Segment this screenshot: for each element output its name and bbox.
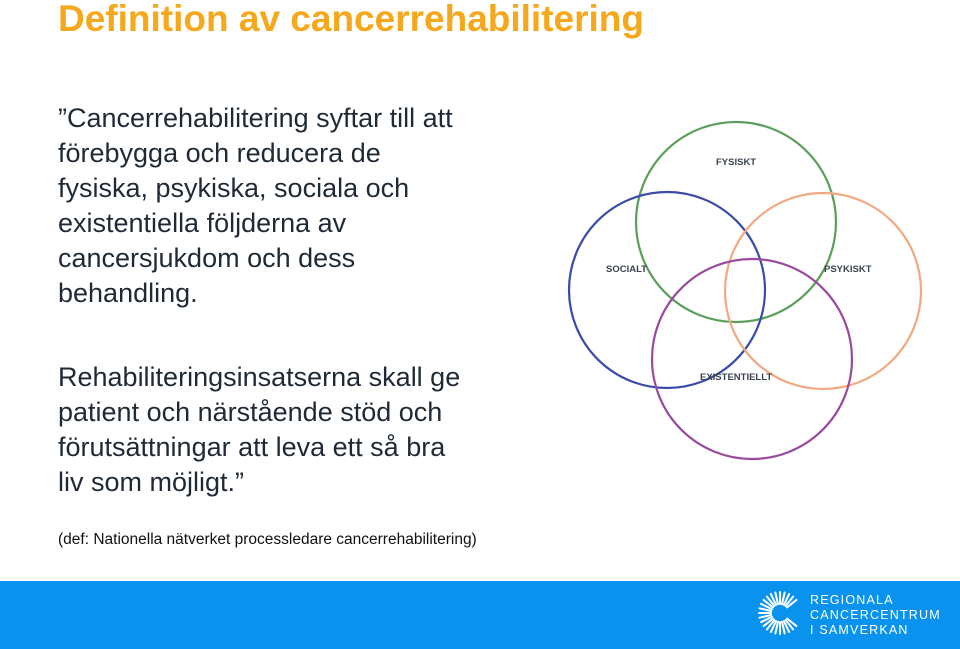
label-socialt: SOCIALT <box>606 264 647 275</box>
definition-line: förebygga och reducera de <box>58 138 381 168</box>
rehabilitation-paragraph <box>58 360 460 500</box>
definition-line: ”Cancerrehabilitering syftar till att <box>58 103 453 133</box>
rcc-logo-icon <box>756 589 804 637</box>
rehabilitation-line: förutsättningar att leva ett så bra <box>58 432 446 462</box>
definition-line: existentiella följderna av <box>58 208 347 238</box>
rehabilitation-line: liv som möjligt.” <box>58 467 245 497</box>
logo-line: REGIONALA <box>810 593 894 607</box>
definition-line: cancersjukdom och dess <box>58 243 356 273</box>
rehabilitation-line: patient och närstående stöd och <box>58 397 443 427</box>
label-fysiskt: FYSISKT <box>716 157 757 168</box>
rcc-logo-text <box>810 593 941 638</box>
rehabilitation-line: Rehabiliteringsinsatserna skall ge <box>58 362 461 392</box>
label-psykiskt: PSYKISKT <box>824 264 872 275</box>
circle-psykiskt <box>725 193 921 389</box>
citation: (def: Nationella nätverket processledare cancerrehabilitering) <box>58 531 477 548</box>
circle-fysiskt <box>636 122 836 322</box>
logo-line: CANCERCENTRUM <box>810 608 941 622</box>
logo-line: I SAMVERKAN <box>810 623 909 637</box>
label-existentiellt: EXISTENTIELLT <box>700 372 773 383</box>
definition-paragraph <box>58 101 453 311</box>
circle-socialt <box>569 192 765 388</box>
slide-title: Definition av cancerrehabilitering <box>58 0 644 39</box>
definition-line: behandling. <box>58 278 198 308</box>
definition-line: fysiska, psykiska, sociala och <box>58 173 410 203</box>
venn-diagram <box>560 108 960 468</box>
